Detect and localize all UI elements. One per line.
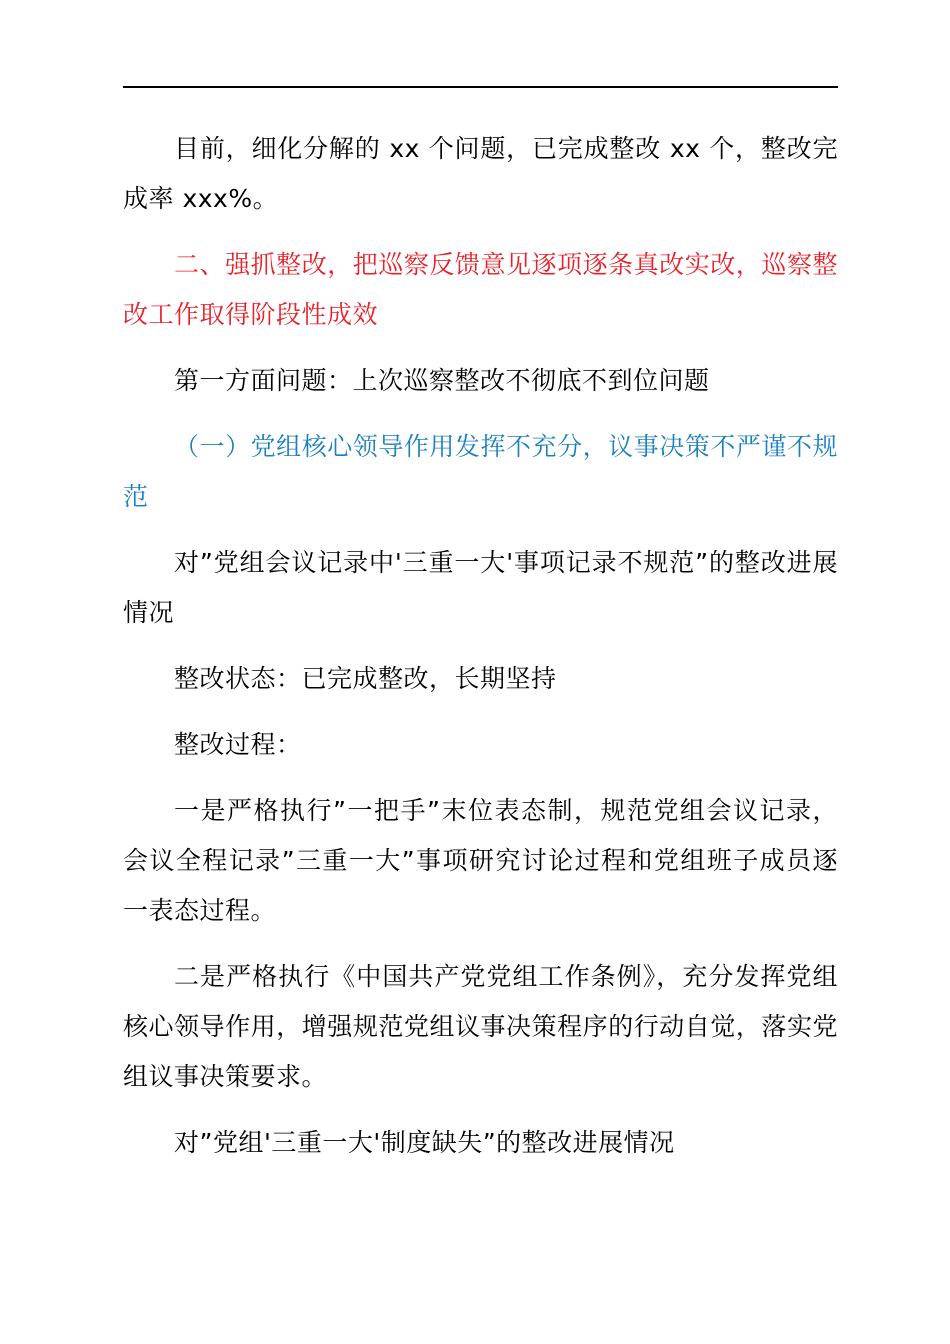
paragraph-completion-rate: 目前，细化分解的 xx 个问题，已完成整改 xx 个，整改完成率 xxx%。 — [123, 134, 838, 213]
paragraph-meeting-record-issue: 对”党组会议记录中'三重一大'事项记录不规范”的整改进展情况 — [123, 548, 838, 627]
paragraph-rectification-status: 整改状态：已完成整改，长期坚持 — [174, 664, 557, 693]
problem-category-heading: 第一方面问题：上次巡察整改不彻底不到位问题 — [174, 366, 710, 395]
paragraph-process-item-two: 二是严格执行《中国共产党党组工作条例》，充分发挥党组核心领导作用，增强规范党组议事决策程序的行动自觉，落实党组议事决策要求。 — [123, 962, 838, 1091]
paragraph-rectification-process-label: 整改过程： — [174, 730, 302, 759]
paragraph-process-item-one: 一是严格执行”一把手”末位表态制，规范党组会议记录，会议全程记录”三重一大”事项研究讨论过程和党组班子成员逐一表态过程。 — [123, 796, 838, 925]
header-rule — [123, 86, 838, 88]
document-body — [123, 124, 838, 1184]
subsection-heading-one: （一）党组核心领导作用发挥不充分，议事决策不严谨不规范 — [123, 432, 838, 511]
section-heading-two: 二、强抓整改，把巡察反馈意见逐项逐条真改实改，巡察整改工作取得阶段性成效 — [123, 250, 838, 329]
paragraph-system-missing-issue: 对”党组'三重一大'制度缺失”的整改进展情况 — [174, 1128, 675, 1157]
